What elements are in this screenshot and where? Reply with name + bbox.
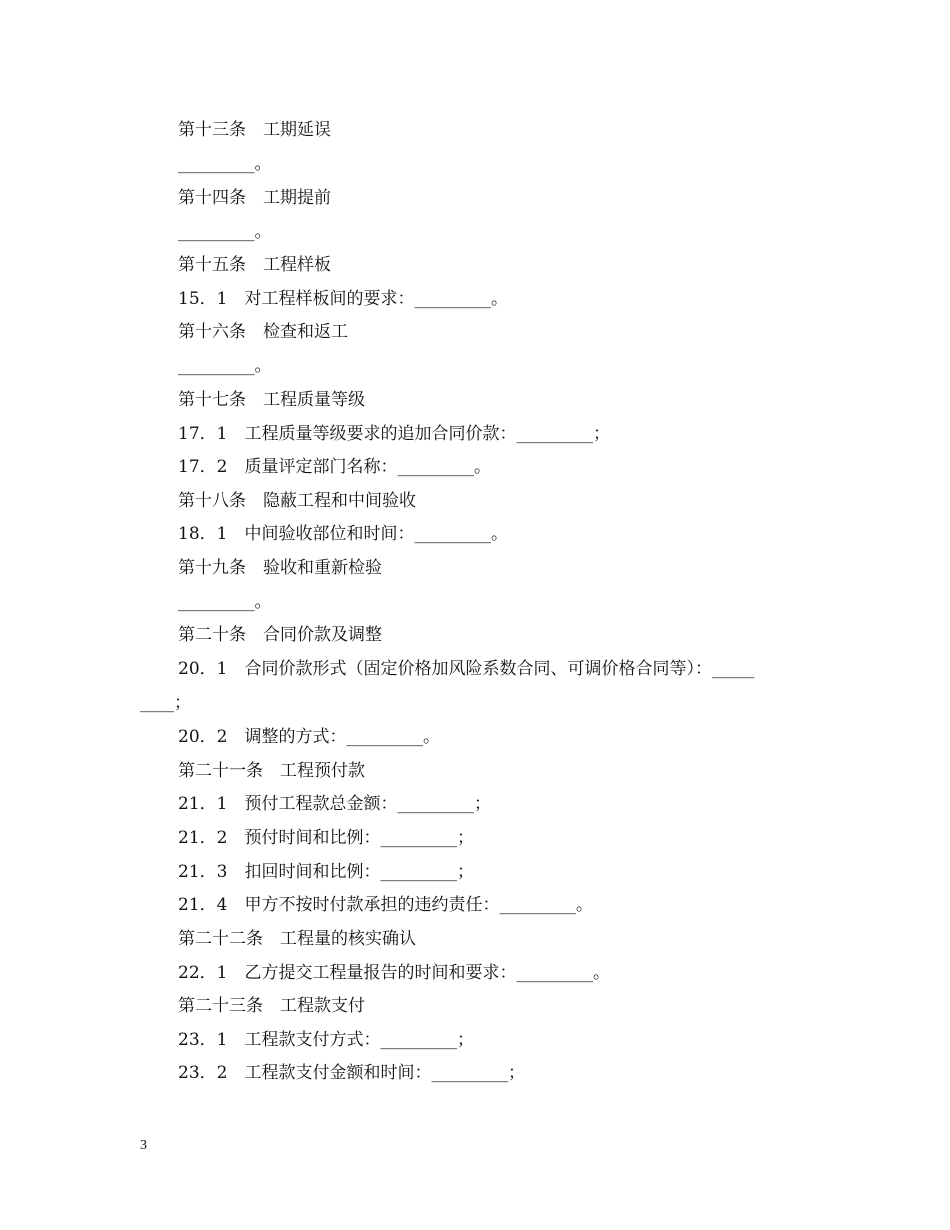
clause-21-2: 21．2 预付时间和比例：_________； [178,828,474,848]
article-19-blank: _________。 [178,592,272,612]
article-13-blank: _________。 [178,154,272,174]
article-16-blank: _________。 [178,356,272,376]
article-17-heading: 第十七条 工程质量等级 [178,390,365,410]
page-number: 3 [140,1138,147,1153]
article-23-heading: 第二十三条 工程款支付 [178,996,365,1016]
clause-22-1: 22．1 乙方提交工程量报告的时间和要求：_________。 [178,963,610,983]
article-13-heading: 第十三条 工期延误 [178,120,331,140]
clause-23-2: 23．2 工程款支付金额和时间：_________； [178,1063,525,1083]
article-14-blank: _________。 [178,222,272,242]
clause-20-2: 20．2 调整的方式：_________。 [178,727,440,747]
clause-21-4: 21．4 甲方不按时付款承担的违约责任：_________。 [178,895,593,915]
article-21-heading: 第二十一条 工程预付款 [178,761,365,781]
clause-18-1: 18．1 中间验收部位和时间：_________。 [178,524,508,544]
article-15-heading: 第十五条 工程样板 [178,255,331,275]
clause-21-1: 21．1 预付工程款总金额：_________； [178,794,491,814]
article-14-heading: 第十四条 工期提前 [178,188,331,208]
article-16-heading: 第十六条 检查和返工 [178,322,348,342]
clause-20-1: 20．1 合同价款形式（固定价格加风险系数合同、可调价格合同等）：_____ [178,659,755,679]
article-19-heading: 第十九条 验收和重新检验 [178,558,382,578]
article-22-heading: 第二十二条 工程量的核实确认 [178,929,416,949]
clause-23-1: 23．1 工程款支付方式：_________； [178,1030,474,1050]
clause-17-2: 17．2 质量评定部门名称：_________。 [178,457,491,477]
clause-20-1-continuation: ____； [140,693,191,713]
clause-17-1: 17．1 工程质量等级要求的追加合同价款：_________； [178,424,610,444]
article-18-heading: 第十八条 隐蔽工程和中间验收 [178,491,416,511]
clause-15-1: 15．1 对工程样板间的要求：_________。 [178,289,508,309]
article-20-heading: 第二十条 合同价款及调整 [178,625,382,645]
clause-21-3: 21．3 扣回时间和比例：_________； [178,862,474,882]
